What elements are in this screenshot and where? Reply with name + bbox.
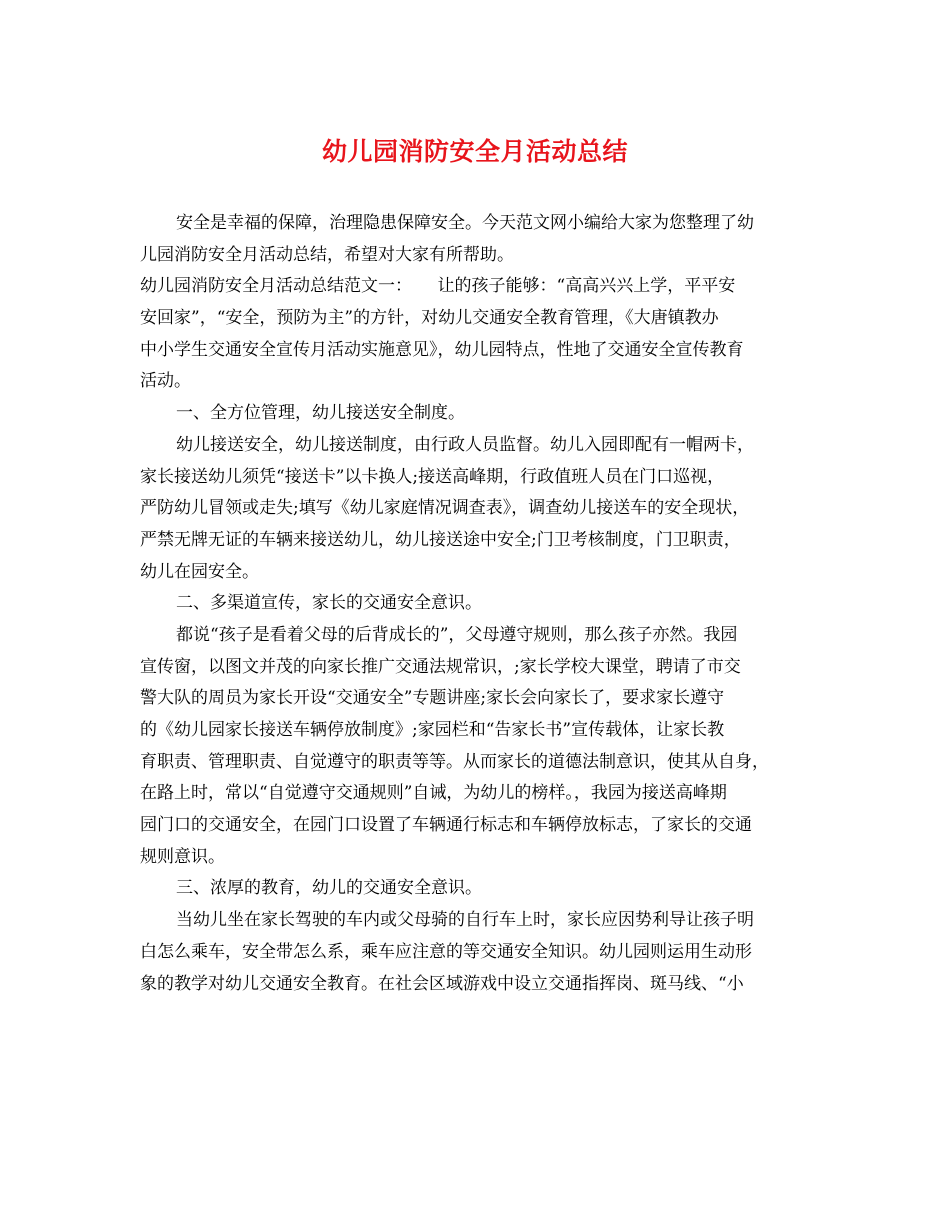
body-line: 三、浓厚的教育，幼儿的交通安全意识。 [176, 878, 482, 899]
body-line: 规则意识。 [140, 846, 225, 867]
body-line: 象的教学对幼儿交通安全教育。在社会区域游戏中设立交通指挥岗、斑马线、“小 [140, 973, 744, 994]
body-line: 园门口的交通安全，在园门口设置了车辆通行标志和车辆停放标志，了家长的交通 [140, 815, 752, 836]
body-line: 的《幼儿园家长接送车辆停放制度》;家园栏和“告家长书”宣传载体，让家长教 [140, 720, 725, 740]
body-line: 一、全方位管理，幼儿接送安全制度。 [176, 403, 465, 424]
body-line: 都说“孩子是看着父母的后背成长的”，父母遵守规则，那么孩子亦然。我园 [176, 624, 738, 645]
body-line: 家长接送幼儿须凭“接送卡”以卡换人;接送高峰期，行政值班人员在门口巡视， [140, 466, 725, 487]
body-line: 幼儿接送安全，幼儿接送制度，由行政人员监督。幼儿入园即配有一帽两卡， [176, 434, 754, 455]
document-title: 幼儿园消防安全月活动总结 [321, 137, 628, 166]
body-line: 严防幼儿冒领或走失;填写《幼儿家庭情况调查表》，调查幼儿接送车的安全现状， [140, 498, 750, 519]
body-line: 白怎么乘车，安全带怎么系，乘车应注意的等交通安全知识。幼儿园则运用生动形 [140, 941, 752, 962]
body-line: 安回家”，“安全，预防为主”的方针，对幼儿交通安全教育管理，《大唐镇教办 [140, 308, 719, 329]
body-line: 严禁无牌无证的车辆来接送幼儿，幼儿接送途中安全;门卫考核制度，门卫职责， [140, 529, 741, 550]
body-line: 在路上时，常以“自觉遵守交通规则”自诫，为幼儿的榜样。，我园为接送高峰期 [140, 783, 727, 804]
body-line: 警大队的周员为家长开设“交通安全”专题讲座;家长会向家长了，要求家长遵守 [140, 688, 725, 709]
body-line: 当幼儿坐在家长驾驶的车内或父母骑的自行车上时，家长应因势利导让孩子明 [176, 910, 754, 931]
body-line: 幼儿在园安全。 [140, 561, 259, 582]
body-line: 中小学生交通安全宣传月活动实施意见》，幼儿园特点，性地了交通安全宣传教育 [140, 339, 744, 360]
document-body [140, 208, 820, 1000]
body-line: 育职责、管理职责、自觉遵守的职责等等。从而家长的道德法制意识，使其从自身， [140, 751, 769, 772]
body-line: 儿园消防安全月活动总结，希望对大家有所帮助。 [140, 244, 514, 265]
body-line: 幼儿园消防安全月活动总结范文一： 让的孩子能够：“高高兴兴上学，平平安 [140, 276, 736, 297]
body-line: 安全是幸福的保障，治理隐患保障安全。今天范文网小编给大家为您整理了幼 [176, 213, 754, 233]
body-line: 活动。 [140, 371, 191, 392]
body-line: 二、多渠道宣传，家长的交通安全意识。 [176, 593, 482, 614]
body-line: 宣传窗，以图文并茂的向家长推广交通法规常识，;家长学校大课堂，聘请了市交 [140, 656, 741, 677]
